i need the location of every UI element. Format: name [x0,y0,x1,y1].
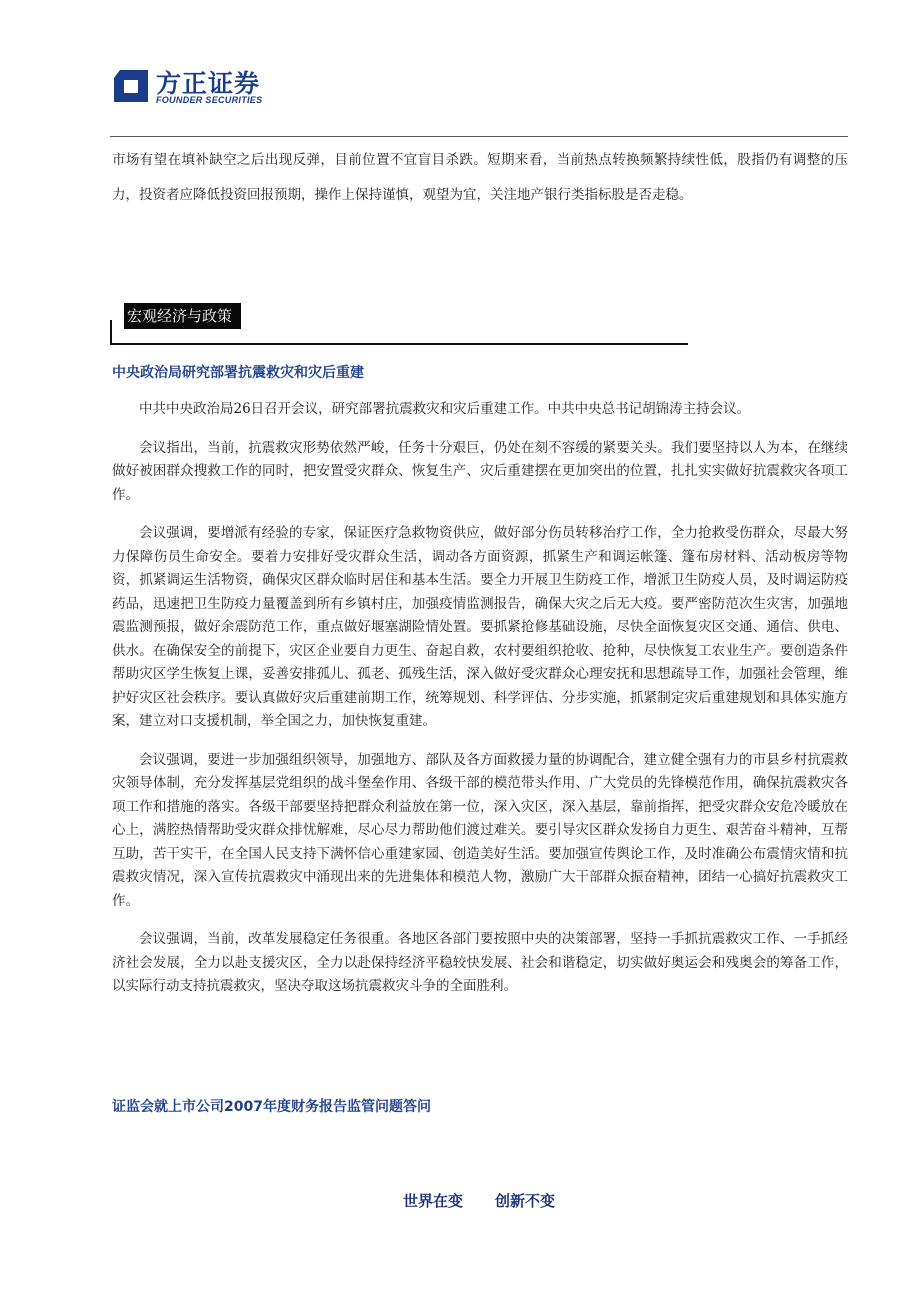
article-paragraph: 中共中央政治局26日召开会议，研究部署抗震救灾和灾后重建工作。中共中央总书记胡锦涛主持会议。 [139,401,751,417]
founder-logo-icon [112,66,152,106]
slogan-left: 世界在变 [402,1192,463,1210]
article-paragraph: 会议强调，要增派有经验的专家，保证医疗急救物资供应，做好部分伤员转移治疗工作，全力抢救受伤群众，尽最大努力保障伤员生命安全。要着力安排好受灾群众生活，调动各方面资源，抓紧生产和调运帐篷、篷布房材料、活动板房等物资，抓紧调运生活物资，确保灾区群众临时居住和基本生活。要全力开展卫生防疫工作，增派卫生防疫人员，及时调运防疫药品，迅速把卫生防疫力量覆盖到所有乡镇村庄，加强疫情监测报告，确保大灾之后无大疫。要严密防范次生灾害，加强地震监测预报，做好余震防范工作，重点做好堰塞湖险情处置。要抓紧抢修基础设施，尽快全面恢复灾区交通、通信、供电、供水。在确保安全的前提下，灾区企业要自力更生、奋起自救，农村要组织抢收、抢种，尽快恢复工农业生产。要创造条件帮助灾区学生恢复上课，妥善安排孤儿、孤老、孤残生活，深入做好受灾群众心理安抚和思想疏导工作，加强社会管理，维护好灾区社会秩序。要认真做好灾后重建前期工作，统筹规划、科学评估、分步实施，抓紧制定灾后重建规划和具体实施方案，建立对口支援机制，举全国之力，加快恢复重建。 [112,525,848,729]
section-bracket-vertical [110,320,112,345]
section-header [110,303,688,345]
brand-name-en: FOUNDER SECURITIES [156,95,263,105]
intro-paragraph: 市场有望在填补缺空之后出现反弹，目前位置不宜盲目杀跌。短期来看，当前热点转换频繁持续性低，股指仍有调整的压力，投资者应降低投资回报预期，操作上保持谨慎，观望为宜，关注地产银行类指标股是否走稳。 [112,152,848,203]
slogan-right: 创新不变 [495,1192,556,1210]
article-paragraph: 会议指出，当前，抗震救灾形势依然严峻，任务十分艰巨，仍处在刻不容缓的紧要关头。我们要坚持以人为本，在继续做好被困群众搜救工作的同时，把安置受灾群众、恢复生产、灾后重建摆在更加突出的位置，扎扎实实做好抗震救灾各项工作。 [112,439,848,503]
intro-text [112,143,848,213]
article-title: 中央政治局研究部署抗震救灾和灾后重建 [112,365,364,381]
article-title-csrc: 证监会就上市公司2007年度财务报告监管问题答问 [112,1099,431,1115]
section-title: 宏观经济与政策 [124,303,241,329]
article-paragraph: 会议强调，要进一步加强组织领导，加强地方、部队及各方面救援力量的协调配合，建立健全强有力的市县乡村抗震救灾领导体制，充分发挥基层党组织的战斗堡垒作用、各级干部的模范带头作用、广大党员的先锋模范作用，确保抗震救灾各项工作和措施的落实。各级干部要坚持把群众利益放在第一位，深入灾区，深入基层，靠前指挥，把受灾群众安危冷暖放在心上，满腔热情帮助受灾群众排忧解难，尽心尽力帮助他们渡过难关。要引导灾区群众发扬自力更生、艰苦奋斗精神，互帮互助，苦干实干，在全国人民支持下满怀信心重建家园、创造美好生活。要加强宣传舆论工作，及时准确公布震情灾情和抗震救灾情况，深入宣传抗震救灾中涌现出来的先进集体和模范人物，激励广大干部群众振奋精神，团结一心搞好抗震救灾工作。 [112,751,848,909]
header-divider [110,136,848,137]
article-body [112,398,848,1014]
footer-slogan [0,1190,920,1211]
article-paragraph: 会议强调，当前，改革发展稳定任务很重。各地区各部门要按照中央的决策部署，坚持一手抓抗震救灾工作、一手抓经济社会发展，全力以赴支援灾区，全力以赴保持经济平稳较快发展、社会和谐稳定，切实做好奥运会和残奥会的筹备工作，以实际行动支持抗震救灾，坚决夺取这场抗震救灾斗争的全面胜利。 [112,931,848,994]
brand-name-cn: 方正证券 [156,69,261,98]
section-underline [110,343,688,345]
